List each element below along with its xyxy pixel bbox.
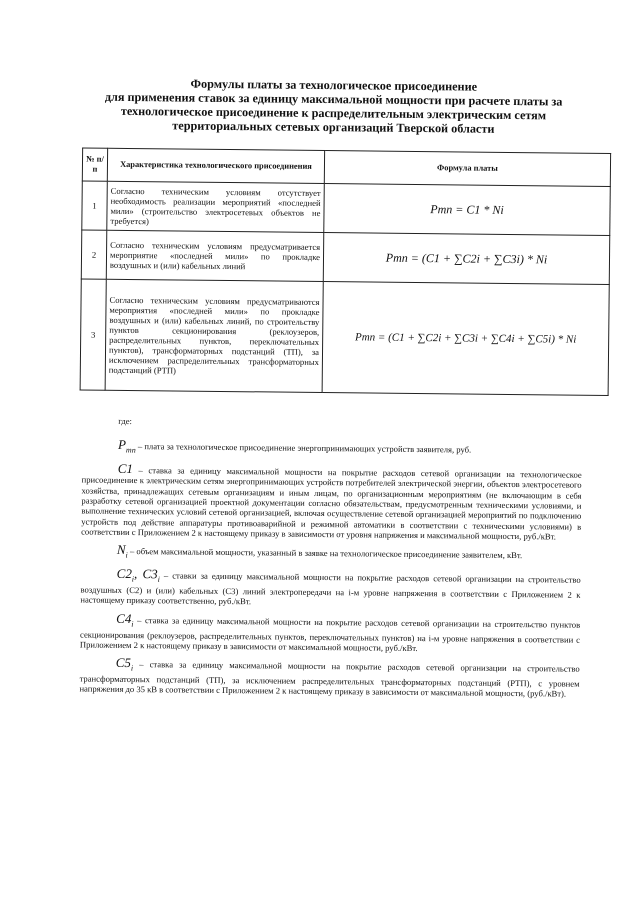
formula-text: Pтп = (C1 + ∑C2i + ∑C3i + ∑C4i + ∑C5i) * Ni [354,331,577,346]
row-text: Согласно техническим условиям отсутствует необходимость реализации мероприятий «последней мили» (строительство электросетевых объектов не требуется) [107,181,325,232]
table-row [81,230,609,285]
definition-c2-c3: $C2_i$, $C3_i$ – ставки за единицу максимальной мощности на покрытие расходов сетевой организации на строительство воздушных (С2) и (или) кабельных (С3) линий электропередачи на i-м уровне напряжения в соответствии с Приложением 2 к настоящему приказу соответственно, руб./кВт. [80,566,581,607]
row-formula [323,233,609,285]
definition-text: ставка за единицу максимальной мощности на покрытие расходов сетевой организации на технологическое присоединение к электрическим сетям энергопринимающих устройств потребителей электрической энергии, объектов электросетевого хозяйства, принадлежащих сетевым организациям и иным лицам, по организационным мероприятиям (не включающим в себя разработку сетевой организацией проектной документации согласно обязательствам, предусмотренным техническими условиями, и выполнение технических условий сетевой организацией, включая осуществление сетевой организацией мероприятий по подключению устройств под действие аппаратуры противоаварийной и режимной автоматики в соответствии с техническими условиями) в соответствии с Приложением 2 к настоящему приказу в зависимости от уровня напряжения и максимальной мощности, руб./кВт. [81,465,582,542]
formula-table [80,147,612,396]
definition-text: ставка за единицу максимальной мощности на покрытие расходов сетевой организации на строительство пунктов секционирования (реклоузеров, распределительных пунктов, переключательных пунктов) на i-м уровне напряжения в соответствии с Приложением 2 к настоящему приказу в зависимости от максимальной мощности, руб./кВт. [79,614,581,653]
symbol-c4: $C4_i$ [116,610,134,629]
definition-c5: $C5_i$ – ставка за единицу максимальной мощности на покрытие расходов сетевой организации на строительство трансформаторных подстанций (ТП), за исключением распределительных трансформаторных подстанций (РТП), с уровнем напряжения до 35 кВ в соответствии с Приложением 2 к настоящему приказу в зависимости от максимальной мощности, (руб./кВт). [79,654,580,699]
row-num: 2 [81,230,107,279]
definition-c4: $C4_i$ – ставка за единицу максимальной мощности на покрытие расходов сетевой организации на строительство пунктов секционирования (реклоузеров, распределительных пунктов, переключательных пунктов) на i-м уровне напряжения в соответствии с Приложением 2 к настоящему приказу в зависимости от максимальной мощности, руб./кВт. [79,610,581,653]
table-row [80,279,609,396]
definition-p-tp: $P_{тп}$ – плата за технологическое присоединение энергопринимающих устройств заявителя, руб. [117,437,472,455]
title-line-2: для применения ставок за единицу максимальной мощности при расчете платы за [104,89,563,109]
formula-text: Pтп = C1 * Ni [430,202,504,217]
symbol-c1: C1 [117,461,134,477]
row-num: 3 [80,279,106,390]
symbol-c2-c3: $C2_i$, $C3_i$ [116,566,160,585]
title-line-4: территориальных сетевых организаций Тверской области [172,118,495,136]
symbol-p-tp: $P_{тп}$ [117,437,136,455]
definition-text: ставки за единицу максимальной мощности на покрытие расходов сетевой организации на строительство воздушных (С2) и (или) кабельных (С3) линий электропередачи на i-м уровне напряжения в соответствии с Приложением 2 к настоящему приказу соответственно, руб./кВт. [80,570,581,607]
definition-text: плата за технологическое присоединение энергопринимающих устройств заявителя, руб. [144,441,472,455]
row-formula [322,282,609,396]
gde-label: где: [118,415,133,427]
formula-text: Pтп = (C1 + ∑C2i + ∑C3i) * Ni [385,250,548,267]
table-header-row [82,148,610,187]
title-line-1: Формулы платы за технологическое присоединение [190,76,478,94]
row-num: 1 [82,181,108,230]
header-formula: Формула платы [324,151,610,187]
definitions-block [79,416,582,708]
header-num: № п/п [82,148,107,181]
header-characteristic: Характеристика технологического присоединения [107,148,324,183]
symbol-ni: $N_i$ [116,542,128,560]
symbol-c5: $C5_i$ [115,654,134,673]
definition-c1: C1 – ставка за единицу максимальной мощности на покрытие расходов сетевой организации на технологическое присоединение к электрическим сетям энергопринимающих устройств потребителей электрической энергии, объектов электросетевого хозяйства, принадлежащих сетевым организациям и иным лицам, по организационным мероприятиям (не включающим в себя разработку сетевой организацией проектной документации согласно обязательствам, предусмотренным техническими условиями, и выполнение технических условий сетевой организацией, включая осуществление сетевой организацией мероприятий по подключению устройств под действие аппаратуры противоаварийной и режимной автоматики в соответствии с техническими условиями) в соответствии с Приложением 2 к настоящему приказу в зависимости от уровня напряжения и максимальной мощности, руб./кВт. [81,461,582,542]
definition-text: объем максимальной мощности, указанный в заявке на технологическое присоединение заявителем, кВт. [136,546,523,561]
row-text: Согласно техническим условиям предусматривается мероприятие «последней мили» по прокладке воздушных и (или) кабельных линий [106,230,324,281]
row-formula [324,184,610,236]
row-text: Согласно техническим условиям предусматриваются мероприятия «последней мили» по прокладке воздушных и (или) кабельных линий, по строительству пунктов секционирования (реклоузеров, распределительных пунктов, переключательных пунктов), трансформаторных подстанций (ТП), за исключением распределительных трансформаторных подстанций (РТП) [105,279,323,392]
document-title [83,76,584,137]
definition-text: ставка за единицу максимальной мощности на покрытие расходов сетевой организации на строительство трансформаторных подстанций (ТП), за исключением распределительных трансформаторных подстанций (РТП), с уровнем напряжения до 35 кВ в соответствии с Приложением 2 к настоящему приказу в зависимости от максимальной мощности, (руб./кВт). [79,659,580,699]
title-line-3: технологическое присоединение к распределительным электрическим сетям [120,103,547,123]
definition-ni: $N_i$ – объем максимальной мощности, указанный в заявке на технологическое присоединение заявителем, кВт. [116,542,523,561]
table-row [82,181,610,236]
